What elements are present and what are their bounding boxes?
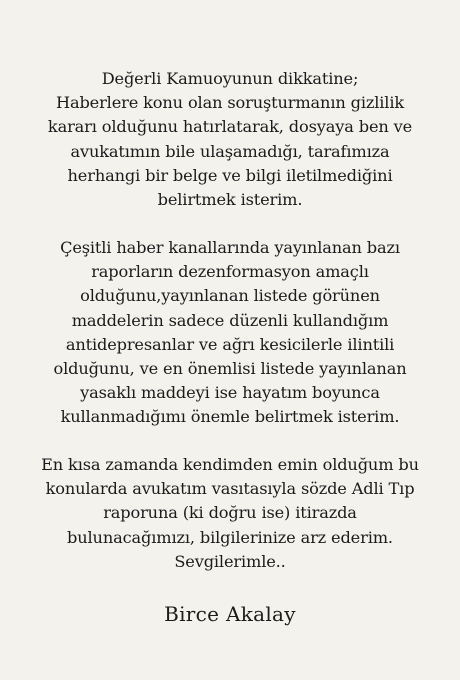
paragraph-reports [14, 236, 446, 430]
text-line: Çeşitli haber kanallarında yayınlanan bazı [60, 238, 400, 257]
text-line: herhangi bir belge ve bilgi iletilmediğini [67, 165, 393, 185]
text-line: olduğunu,yayınlanan listede görünen [80, 286, 380, 306]
paragraph-closing [14, 453, 446, 574]
text-line: kullanmadığımı önemle belirtmek isterim. [60, 407, 400, 427]
text-line: Değerli Kamuoyunun dikkatine; [101, 69, 359, 88]
text-line: yasaklı maddeyi ise hayatım boyunca [80, 383, 380, 403]
text-line: belirtmek isterim. [157, 190, 303, 210]
text-line: avukatımın bile ulaşamadığı, tarafımıza [70, 141, 390, 161]
text-line: kararı olduğunu hatırlatarak, dosyaya ben ve [47, 117, 413, 137]
text-line: raporların dezenformasyon amaçlı [91, 262, 369, 282]
text-line: maddelerin sadece düzenli kullandığım [71, 310, 389, 330]
text-line: Sevgilerimle.. [174, 551, 286, 571]
paragraph-intro [14, 67, 446, 212]
text-line: antidepresanlar ve ağrı kesicilerle ilintili [65, 334, 395, 354]
text-line: olduğunu, ve en önemlisi listede yayınlanan [53, 359, 407, 379]
signature-name: Birce Akalay [164, 602, 296, 626]
text-line: bulunacağımızı, bilgilerinize arz ederim. [67, 527, 393, 547]
text-line: konularda avukatım vasıtasıyla sözde Adli Tıp [45, 479, 415, 499]
text-line: En kısa zamanda kendimden emin olduğum bu [41, 455, 419, 474]
text-line: raporuna (ki doğru ise) itirazda [103, 503, 357, 523]
text-line: Haberlere konu olan soruşturmanın gizlilik [55, 93, 404, 113]
